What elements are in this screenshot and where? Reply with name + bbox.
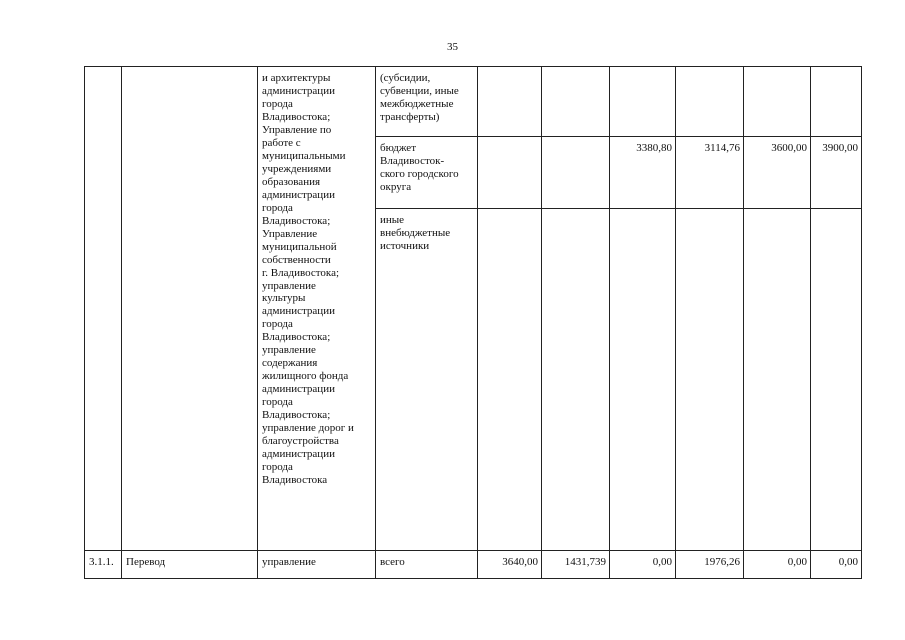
funding-source-cell: иные внебюджетные источники (376, 209, 478, 551)
value-cell (676, 209, 744, 551)
value-cell (542, 137, 610, 209)
executor-line: администрации (262, 84, 335, 97)
executor-line: администрации (262, 448, 335, 461)
executor-line: и архитектуры (262, 72, 331, 84)
value-cell (744, 67, 811, 137)
executor-line: города (262, 201, 293, 214)
executor-line: г. Владивостока; (262, 266, 340, 279)
executor-text (262, 72, 372, 487)
value-cell (744, 209, 811, 551)
value-cell (811, 67, 862, 137)
executor-line: муниципальными (262, 149, 346, 162)
executor-line: города (262, 461, 293, 474)
executor-line: города (262, 97, 293, 110)
executor-line: содержания (262, 357, 318, 370)
table-row (85, 551, 862, 579)
executor-line: образования (262, 175, 321, 188)
executor-line: Владивостока; (262, 214, 331, 227)
value-cell: 1976,26 (676, 551, 744, 579)
value-cell: 3380,80 (610, 137, 676, 209)
executor-line: Владивостока; (262, 409, 331, 422)
executor-line: муниципальной (262, 240, 337, 253)
executor-line: Владивостока (262, 474, 328, 487)
value-cell (610, 209, 676, 551)
value-cell (478, 67, 542, 137)
value-cell (676, 67, 744, 137)
executor-line: работе с (262, 136, 301, 149)
executor-line: города (262, 318, 293, 331)
index-cell: 3.1.1. (85, 551, 122, 579)
executor-line: жилищного фонда (262, 370, 349, 383)
value-cell: 0,00 (610, 551, 676, 579)
value-cell: 0,00 (744, 551, 811, 579)
executor-line: культуры (262, 292, 306, 305)
value-cell (542, 209, 610, 551)
index-cell-empty (85, 67, 122, 551)
value-cell: 0,00 (811, 551, 862, 579)
executor-cell: управление (258, 551, 376, 579)
value-cell: 3114,76 (676, 137, 744, 209)
value-cell: 3900,00 (811, 137, 862, 209)
value-cell (478, 209, 542, 551)
name-cell-empty (122, 67, 258, 551)
page-number: 35 (447, 41, 458, 53)
executor-line: благоустройства (262, 435, 339, 448)
funding-source-cell: всего (376, 551, 478, 579)
executor-line: управление (262, 344, 316, 357)
value-cell: 3600,00 (744, 137, 811, 209)
name-cell: Перевод (122, 551, 258, 579)
executor-line: учреждениями (262, 162, 332, 175)
executor-line: Владивостока; (262, 331, 331, 344)
executor-line: собственности (262, 253, 331, 266)
table-row (85, 67, 862, 137)
executor-line: администрации (262, 383, 335, 396)
value-cell: 1431,739 (542, 551, 610, 579)
executor-line: Владивостока; (262, 110, 331, 123)
executor-line: управление дорог и (262, 422, 354, 435)
program-table (84, 66, 862, 579)
value-cell: 3640,00 (478, 551, 542, 579)
funding-source-cell: бюджет Владивосток- ского городского округа (376, 137, 478, 209)
executor-line: управление (262, 279, 316, 292)
value-cell (478, 137, 542, 209)
value-cell (811, 209, 862, 551)
executor-line: администрации (262, 305, 335, 318)
funding-source-cell: (субсидии, субвенции, иные межбюджетные трансферты) (376, 67, 478, 137)
executor-line: администрации (262, 188, 335, 201)
executor-line: города (262, 396, 293, 409)
value-cell (542, 67, 610, 137)
executor-line: Управление по (262, 123, 332, 136)
executor-line: Управление (262, 227, 318, 240)
value-cell (610, 67, 676, 137)
executor-cell (258, 67, 376, 551)
